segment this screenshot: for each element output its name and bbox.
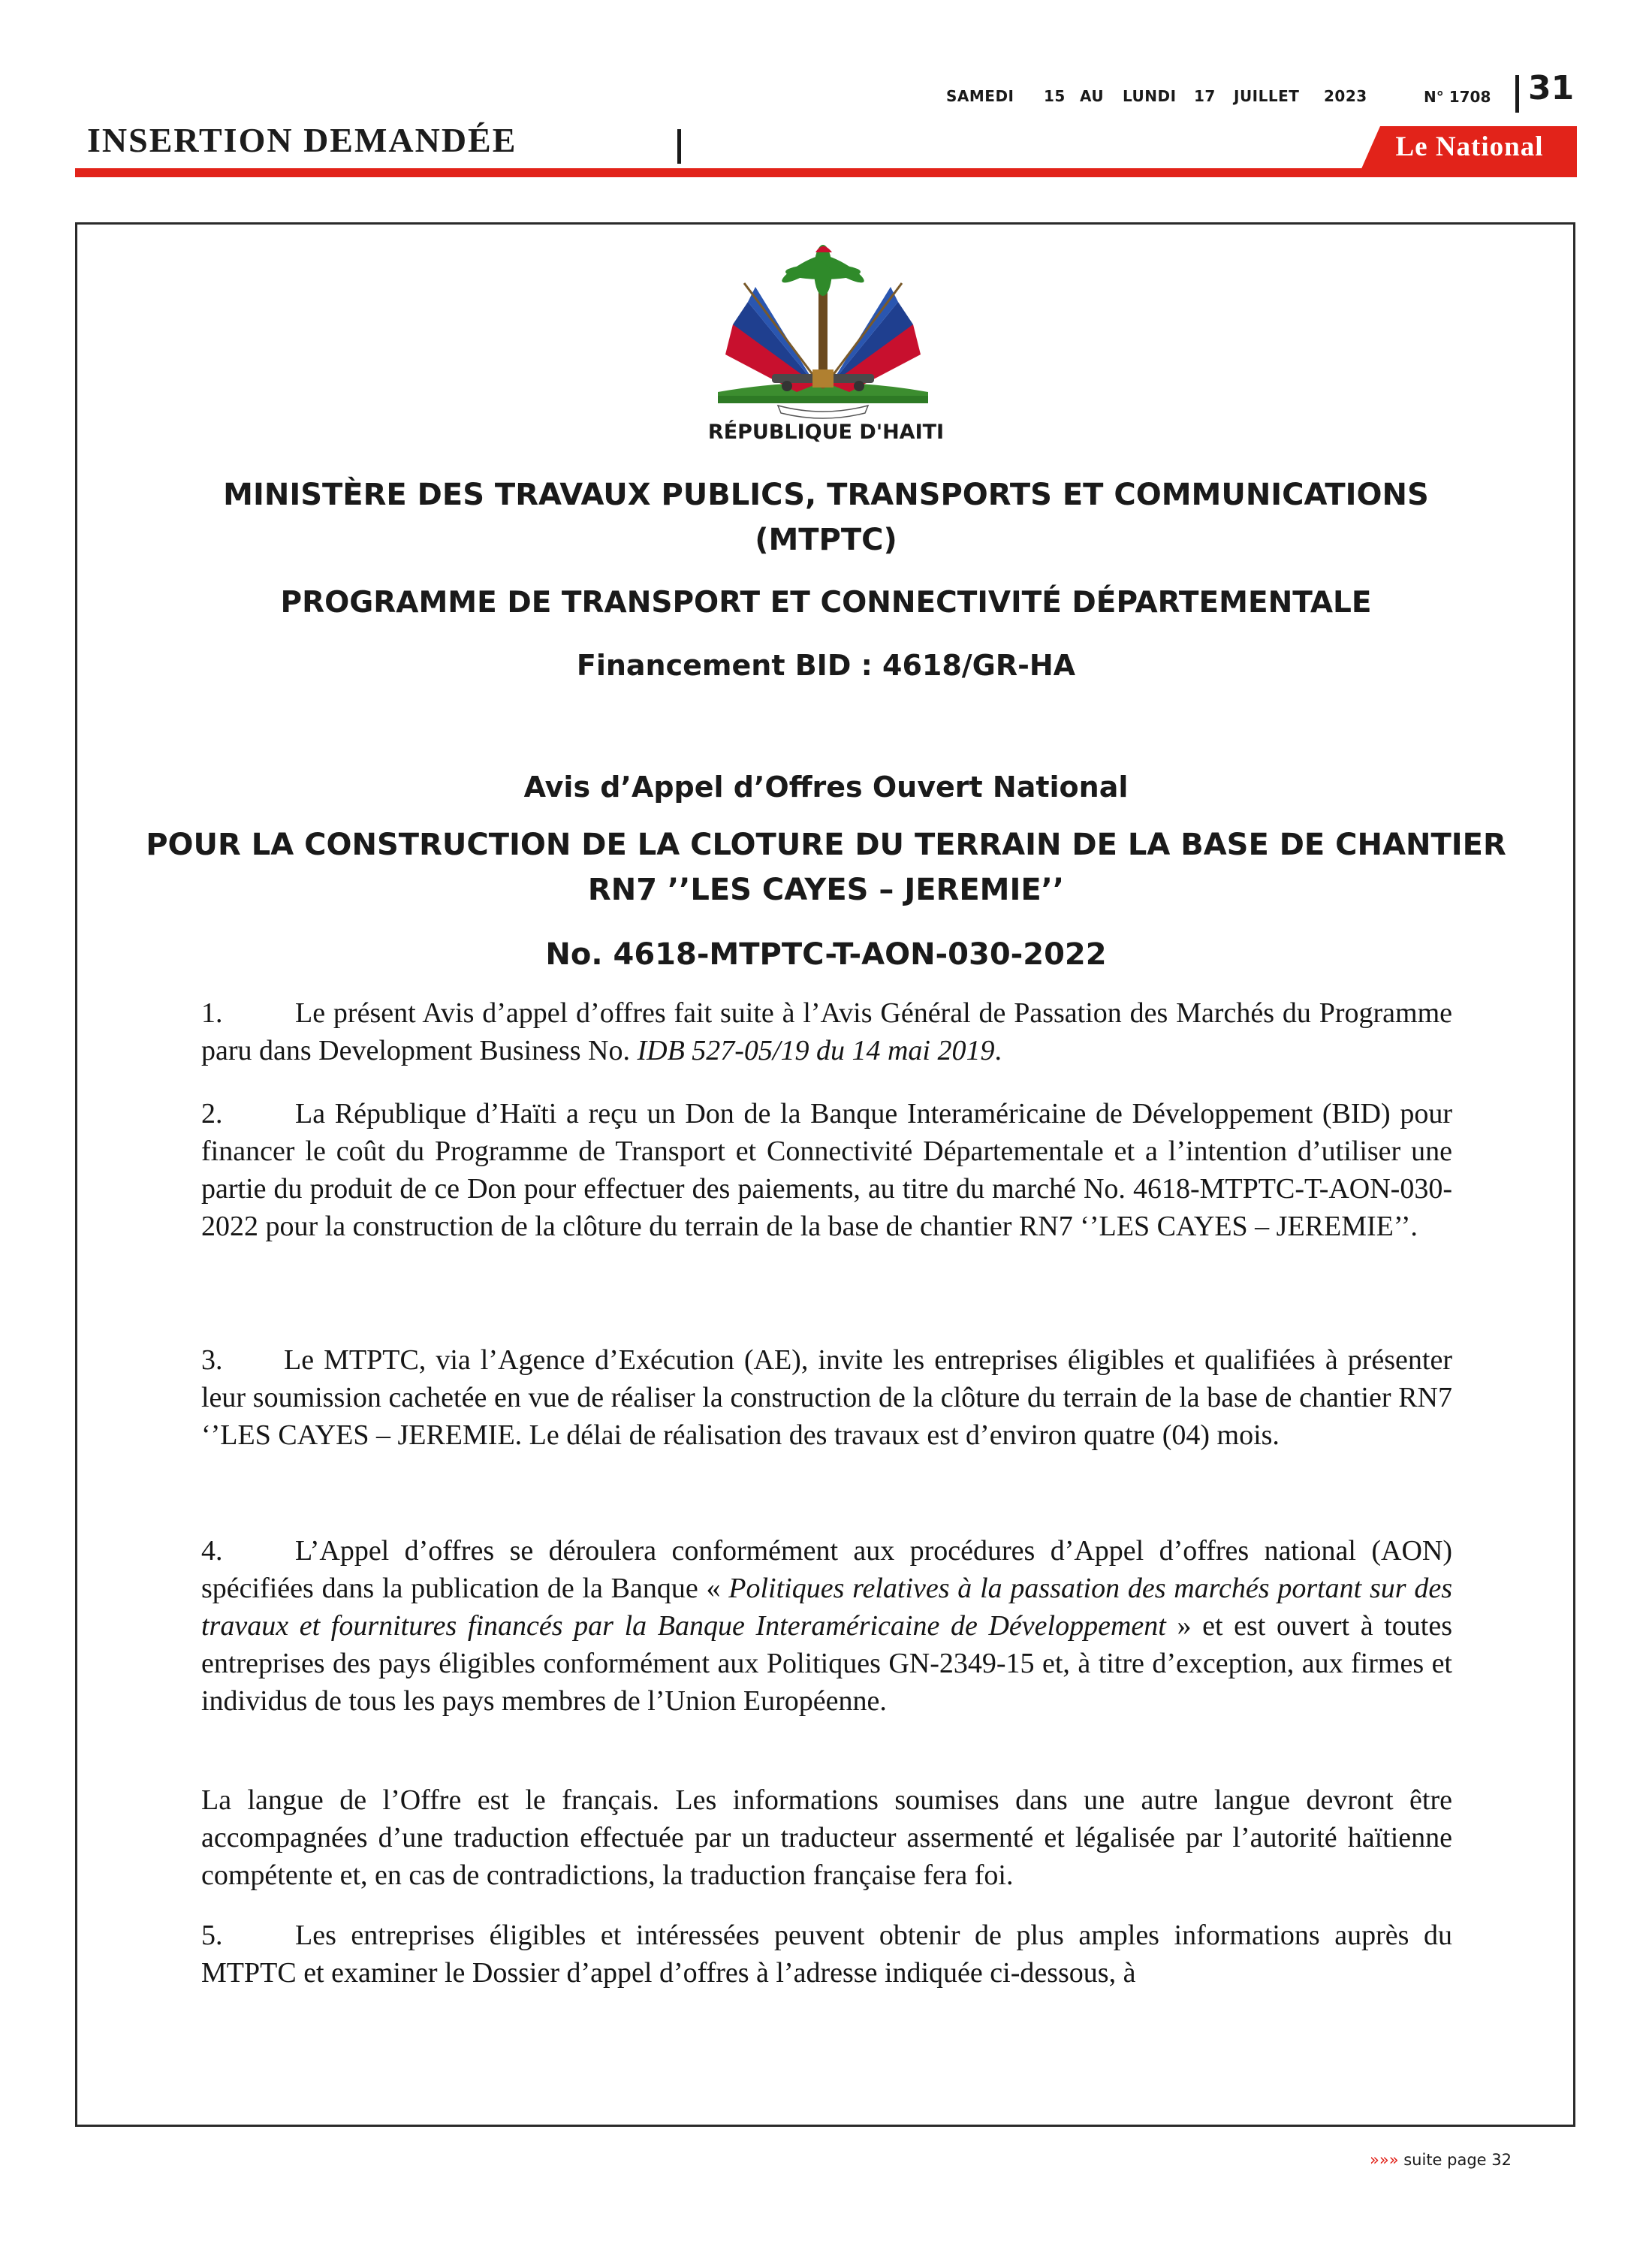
date-connector: AU xyxy=(1080,87,1105,105)
section-divider xyxy=(677,129,681,164)
section-label: INSERTION DEMANDÉE xyxy=(87,121,517,159)
haiti-coat-of-arms-icon xyxy=(703,242,943,421)
date-year: 2023 xyxy=(1324,87,1367,105)
paragraph-1-reference: IDB 527-05/19 du 14 mai 2019 xyxy=(637,1035,995,1066)
paragraph-4 xyxy=(201,1532,1452,1720)
paragraph-number: 2. xyxy=(201,1098,223,1130)
notice-type: Avis d’Appel d’Offres Ouvert National xyxy=(523,771,1129,804)
paragraph-4-text-end: » et est ouvert à toutes entreprises des pays éligibles conformément aux Politiques GN-2349-15 et, à titre d’exception, aux firmes et individus de tous les pays membres de l’Union Européenne. xyxy=(201,1610,1452,1717)
paragraph-number: 4. xyxy=(201,1535,223,1567)
programme-heading: PROGRAMME DE TRANSPORT ET CONNECTIVITÉ DÉPARTEMENTALE xyxy=(280,586,1372,620)
paragraph-1-text: Le présent Avis d’appel d’offres fait suite à l’Avis Général de Passation des Marchés du Programme paru dans Development Business No. xyxy=(201,997,1452,1066)
paragraph-5: Les entreprises éligibles et intéressées peuvent obtenir de plus amples informations auprès du MTPTC et examiner le Dossier d’appel d’offres à l’adresse indiquée ci-dessous, à xyxy=(201,1920,1452,1989)
date-month: JUILLET xyxy=(1234,87,1300,105)
ministry-acronym: (MTPTC) xyxy=(755,523,897,557)
paragraph-3: Le MTPTC, via l’Agence d’Exécution (AE), invite les entreprises éligibles et qualifiées à présenter leur soumission cachetée en vue de réaliser la construction de la clôture du terrain de la base de chantier RN7 ‘’LES CAYES – JEREMIE. Le délai de réalisation des travaux est d’environ quatre (04) mois. xyxy=(201,1344,1452,1451)
paragraph-2: La République d’Haïti a reçu un Don de la Banque Interaméricaine de Développement (BID) pour financer le coût du Programme de Transport et Connectivité Départementale et a l’intention d’utiliser une partie du produit de ce Don pour effectuer des paiements, au titre du marché No. 4618-MTPTC-T-AON-030-2022 pour la construction de la clôture du terrain de la base de chantier RN7 ‘’LES CAYES – JEREMIE’’. xyxy=(201,1098,1452,1242)
financing-line: Financement BID : 4618/GR-HA xyxy=(576,649,1076,682)
paragraph-number: 1. xyxy=(201,997,223,1029)
header-rule xyxy=(75,168,1577,177)
newspaper-name: Le National xyxy=(1395,131,1544,162)
notice-object: POUR LA CONSTRUCTION DE LA CLOTURE DU TERRAIN DE LA BASE DE CHANTIER xyxy=(146,828,1506,862)
issue-number: N° 1708 xyxy=(1424,88,1491,106)
date-day-name-2: LUNDI xyxy=(1123,87,1177,105)
continuation-arrows: »»» xyxy=(1370,2151,1399,2169)
notice-object-site: RN7 ’’LES CAYES – JEREMIE’’ xyxy=(587,873,1065,907)
page-number: 31 xyxy=(1528,69,1575,107)
paragraph-number: 5. xyxy=(201,1920,223,1951)
date-day-start: 15 xyxy=(1044,87,1066,105)
paragraph-1 xyxy=(201,994,1452,1069)
date-day-name: SAMEDI xyxy=(946,87,1014,105)
paragraph-4-text: L’Appel d’offres se déroulera conformément aux procédures d’Appel d’offres national (AON) spécifiées dans la publication de la Banque « xyxy=(201,1535,1452,1604)
language-paragraph: La langue de l’Offre est le français. Les informations soumises dans une autre langue devront être accompagnées d’une traduction effectuée par un traducteur assermenté et légalisée par l’autorité haïtienne compétente et, en cas de contradictions, la traduction française fera foi. xyxy=(201,1784,1452,1891)
republic-heading: RÉPUBLIQUE D'HAITI xyxy=(707,421,945,444)
paragraph-4-policy-title: Politiques relatives à la passation des marchés portant sur des travaux et fournitures financés par la Banque Interaméricaine de Développement xyxy=(201,1573,1452,1642)
tender-reference: No. 4618-MTPTC-T-AON-030-2022 xyxy=(545,937,1107,972)
paragraph-number: 3. xyxy=(201,1344,223,1376)
ministry-heading: MINISTÈRE DES TRAVAUX PUBLICS, TRANSPORTS ET COMMUNICATIONS xyxy=(223,478,1429,512)
date-day-end: 17 xyxy=(1194,87,1216,105)
paragraph-1-end: . xyxy=(994,1035,1002,1066)
continuation-text: suite page 32 xyxy=(1403,2151,1512,2169)
continuation-note xyxy=(1370,2151,1512,2169)
page-number-divider xyxy=(1515,75,1519,113)
